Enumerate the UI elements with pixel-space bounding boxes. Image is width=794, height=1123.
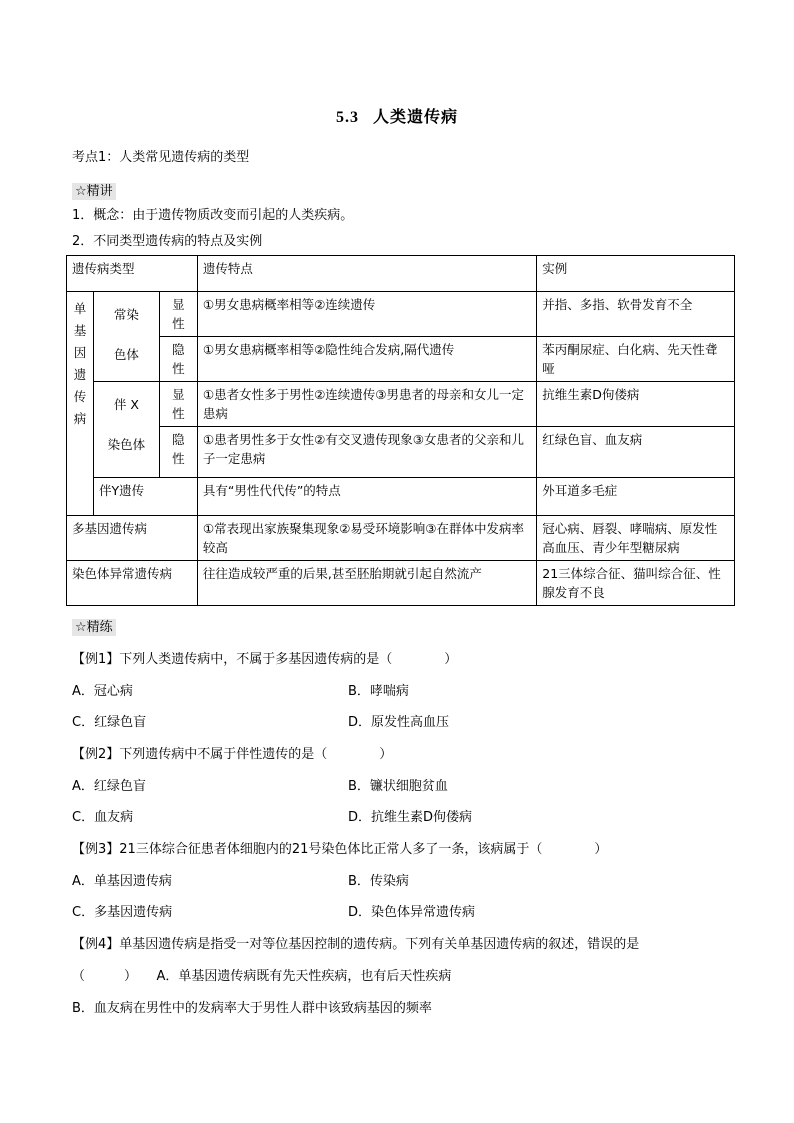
row2-feature: ①男女患病概率相等②隐性纯合发病,隔代遗传: [197, 337, 536, 382]
question-2-option-b: B．镰状细胞贫血: [348, 779, 448, 794]
page-title: [0, 104, 794, 127]
jinglian-label: ☆精练: [72, 619, 116, 636]
row4-feature: ①患者男性多于女性②有交叉遗传现象③女患者的父亲和儿子一定患病: [197, 427, 536, 478]
recessive-label: 隐 性: [159, 337, 197, 382]
dominant-label: 显 性: [159, 292, 197, 337]
question-3-option-b: B．传染病: [348, 874, 409, 889]
question-3-option-a: A．单基因遗传病: [72, 874, 172, 889]
question-2-option-c: C．血友病: [72, 810, 134, 825]
row5-type: 伴Y遗传: [93, 478, 197, 516]
question-1-option-a: A．冠心病: [72, 684, 133, 699]
x-linked-label: 伴 X 染色体: [93, 382, 159, 478]
dominant-label: 显 性: [159, 382, 197, 427]
disease-table: [66, 255, 735, 606]
row3-example: 抗维生素D佝偻病: [537, 382, 735, 427]
row7-feature: 往往造成较严重的后果,甚至胚胎期就引起自然流产: [197, 561, 536, 606]
row5-feature: 具有“男性代代传”的特点: [197, 478, 536, 516]
header-feature: 遗传特点: [197, 256, 536, 292]
question-1-option-b: B．哮喘病: [348, 684, 409, 699]
table-row: [67, 561, 735, 606]
row4-example: 红绿色盲、血友病: [537, 427, 735, 478]
section-title: 人类遗传病: [372, 107, 458, 126]
table-row: [67, 427, 735, 478]
question-3-option-d: D．染色体异常遗传病: [348, 905, 476, 920]
question-3-option-c: C．多基因遗传病: [72, 905, 173, 920]
question-2-option-d: D．抗维生素D佝偻病: [348, 810, 473, 825]
question-2-stem: 【例2】下列遗传病中不属于伴性遗传的是（ ）: [72, 747, 393, 762]
kaodian-heading: 考点1：人类常见遗传病的类型: [72, 150, 250, 165]
jinglian-tag: [72, 616, 116, 635]
row3-feature: ①患者女性多于男性②连续遗传③男患者的母亲和女儿一定患病: [197, 382, 536, 427]
row2-example: 苯丙酮尿症、白化病、先天性聋哑: [537, 337, 735, 382]
section-number: 5.3: [335, 109, 359, 126]
question-1-option-c: C．红绿色盲: [72, 715, 147, 730]
table-row: [67, 478, 735, 516]
row5-example: 外耳道多毛症: [537, 478, 735, 516]
concept-paragraph: 1．概念：由于遗传物质改变而引起的人类疾病。: [72, 208, 354, 223]
question-4-option-a: （ ） A．单基因遗传病既有先天性疾病，也有后天性疾病: [72, 969, 452, 984]
types-paragraph: 2．不同类型遗传病的特点及实例: [72, 234, 263, 249]
recessive-label: 隐 性: [159, 427, 197, 478]
table-header-row: [67, 256, 735, 292]
row1-example: 并指、多指、软骨发育不全: [537, 292, 735, 337]
jingjiang-label: ☆精讲: [72, 183, 116, 200]
autosome-label: 常染 色体: [93, 292, 159, 382]
row6-type: 多基因遗传病: [67, 516, 198, 561]
row6-example: 冠心病、唇裂、哮喘病、原发性高血压、青少年型糖尿病: [537, 516, 735, 561]
question-4-stem: 【例4】单基因遗传病是指受一对等位基因控制的遗传病。下列有关单基因遗传病的叙述，错误的是: [72, 937, 640, 952]
row7-type: 染色体异常遗传病: [67, 561, 198, 606]
row7-example: 21三体综合征、猫叫综合征、性腺发育不良: [537, 561, 735, 606]
header-type: 遗传病类型: [67, 256, 198, 292]
row6-feature: ①常表现出家族聚集现象②易受环境影响③在群体中发病率较高: [197, 516, 536, 561]
table-row: [67, 337, 735, 382]
row1-feature: ①男女患病概率相等②连续遗传: [197, 292, 536, 337]
table-row: [67, 382, 735, 427]
question-1-option-d: D．原发性高血压: [348, 715, 450, 730]
question-4-option-b: B．血友病在男性中的发病率大于男性人群中该致病基因的频率: [72, 1001, 432, 1016]
table-row: [67, 292, 735, 337]
question-3-stem: 【例3】21三体综合征患者体细胞内的21号染色体比正常人多了一条，该病属于（ ）: [72, 842, 608, 857]
table-row: [67, 516, 735, 561]
jingjiang-tag: [72, 180, 116, 199]
header-example: 实例: [537, 256, 735, 292]
question-2-option-a: A．红绿色盲: [72, 779, 146, 794]
question-1-stem: 【例1】下列人类遗传病中，不属于多基因遗传病的是（ ）: [72, 652, 458, 667]
single-gene-label: 单 基 因 遗 传 病: [67, 292, 94, 516]
